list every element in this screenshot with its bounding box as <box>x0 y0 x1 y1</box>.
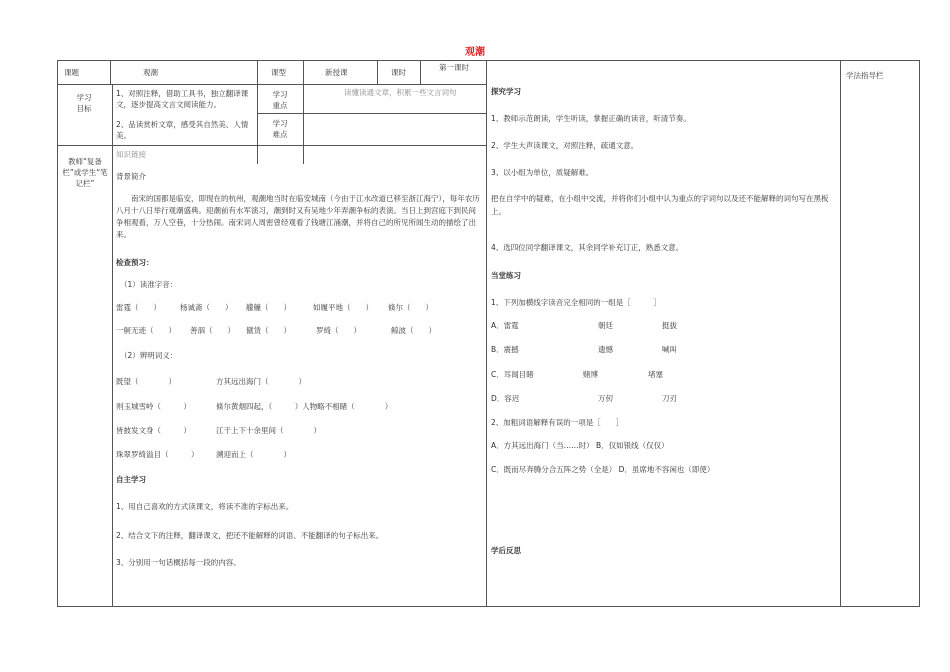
goal-item-1: 1、对照注释，借助工具书，独立翻译课文，逐步提高文言文阅读能力。 <box>116 89 249 109</box>
header-row-line <box>57 84 487 85</box>
meaning-line4-b: 溯迎而上（ ） <box>216 450 291 459</box>
preview-sub1: （1）读准字音： <box>120 280 178 289</box>
header-divider-5 <box>420 60 421 84</box>
pron-row2-item2: 善泅（ ） <box>190 326 235 335</box>
goals-label <box>64 92 104 114</box>
header-divider-2 <box>257 60 258 164</box>
table-border-top <box>57 60 920 61</box>
period-label: 课时 <box>391 68 406 77</box>
meaning-line2-b: 倏尔黄烟四起，（ ）人物略不相睹（ ） <box>216 402 393 411</box>
self-study-item-3: 3、分别用一句话概括每一段的内容。 <box>116 558 241 567</box>
explore-item-3: 3、以小组为单位，质疑解难。 <box>491 168 594 177</box>
explore-item-5: 4、选四位同学翻译课文，其余同学补充订正，熟悉文意。 <box>491 243 684 252</box>
preview-heading: 检查预习： <box>116 258 154 267</box>
meaning-line3-a: 皆披发文身（ ） <box>116 426 191 435</box>
reflection-heading: 学后反思 <box>491 546 521 555</box>
goals-label-text: 学习 目标 <box>76 93 92 113</box>
q1-option-a-1: A．雷霆 <box>491 321 519 330</box>
topic-value: 观潮 <box>143 68 158 77</box>
background-title: 背景简介 <box>116 172 146 181</box>
pron-row2-item1: 一舸无迹（ ） <box>116 326 176 335</box>
explore-item-4: 把在自学中的疑难，在小组中交流，并将你们小组中认为重点的字词句以及还不能解释的词句写在黑板上。 <box>491 194 829 216</box>
q1-option-b-2: 遗憾 <box>598 345 613 354</box>
q1-option-b-3: 喊叫 <box>662 345 677 354</box>
difficult-label-text: 学习 难点 <box>272 119 288 139</box>
practice-heading: 当堂练习 <box>491 271 521 280</box>
period-value: 第一课时 <box>439 63 469 72</box>
q1-option-c-3: 堵塞 <box>648 370 663 379</box>
header-divider-3 <box>303 60 304 164</box>
practice-q2: 2、加粗词语解释有误的一项是［ ］ <box>491 418 624 427</box>
pron-row2-item4: 罗绮（ ） <box>316 326 361 335</box>
topic-label: 课题 <box>64 68 79 77</box>
key-label <box>262 89 298 111</box>
explore-item-2: 2、学生大声读课文，对照注释，疏通文意。 <box>491 141 639 150</box>
key-label-text: 学习 重点 <box>272 90 288 110</box>
explore-item-1: 1、教师示范朗读，学生听读，掌握正确的读音，听清节奏。 <box>491 114 691 123</box>
q1-option-a-3: 挺拔 <box>662 321 677 330</box>
preview-sub2: （2）辨明词义： <box>120 351 178 360</box>
difficult-label <box>262 118 298 140</box>
q1-option-d-1: D．容迟 <box>491 394 520 403</box>
goals-row-line <box>57 145 487 146</box>
pron-row1-item1: 雷霆（ ） <box>116 303 161 312</box>
practice-q2-cd: C．既而尽奔腾分合五阵之势（全是） D．虽席地不容闲也（即使） <box>491 465 715 474</box>
table-border-left <box>57 60 58 607</box>
page-title: 观潮 <box>465 47 485 58</box>
q1-option-d-2: 万仞 <box>598 394 613 403</box>
q1-option-b-1: B．震撼 <box>491 345 519 354</box>
q1-option-c-2: 赌博 <box>583 370 598 379</box>
background-text: 南宋的国都是临安，即现在的杭州，观潮地当时在临安城南（今由于江水改道已移至浙江海宁），每年农历八月十八日举行观潮盛典。迎潮前有水军演习，潮到时又有吴地少年弄潮争标的表演。当日上到宫庭下到民间争相观看，万人空巷，十分热闹。南宋词人周密曾经观看了钱塘江涌潮，并将自己的所见所闻生动的描绘了出来。 <box>116 194 480 239</box>
side-note: 教师“复备栏”或学生“笔记栏” <box>62 157 108 188</box>
column-divider-middle <box>486 60 487 607</box>
guide-label: 学法指导栏 <box>846 71 884 80</box>
pron-row2-item5: 鲸波（ ） <box>391 326 436 335</box>
type-value: 新授课 <box>325 68 348 77</box>
meaning-line3-b: 江干上下十余里间（ ） <box>216 426 321 435</box>
practice-q2-ab: A．方其远出海门（当……时） B．仅如银线（仅仅） <box>491 441 669 450</box>
self-study-item-1: 1、用自己喜欢的方式读课文，将读不准的字标出来。 <box>116 502 294 511</box>
meaning-line2-a: 则玉城雪岭（ ） <box>116 402 191 411</box>
key-value: 读懂读通文章，积累一些文言词句 <box>344 88 457 97</box>
explore-heading: 探究学习 <box>491 87 521 96</box>
table-border-bottom <box>57 606 920 607</box>
pron-row2-item3: 僦赁（ ） <box>246 326 291 335</box>
pron-row1-item3: 艨艟（ ） <box>246 303 291 312</box>
meaning-line1-a: 既望（ ） <box>116 377 176 386</box>
knowledge-heading: 知识链接 <box>116 150 146 159</box>
self-study-item-2: 2、结合文下的注释，翻译课文，把还不能解释的词语、不能翻译的句子标出来。 <box>116 531 384 540</box>
goals-divider <box>112 84 113 607</box>
header-divider-4 <box>377 60 378 84</box>
q1-option-c-1: C．耳闻目睹 <box>491 370 534 379</box>
pron-row1-item5: 倏尔（ ） <box>388 303 433 312</box>
meaning-line1-b: 方其远出海门（ ） <box>216 377 306 386</box>
goal-item-2: 2、品读赏析文章，感受其自然美、人情美。 <box>116 120 249 140</box>
pron-row1-item2: 杨诚斋（ ） <box>180 303 233 312</box>
pron-row1-item4: 如履平地（ ） <box>313 303 373 312</box>
column-divider-guide <box>840 60 841 607</box>
q1-option-a-2: 朝廷 <box>598 321 613 330</box>
meaning-line4-a: 珠翠罗绮溢目（ ） <box>116 450 199 459</box>
q1-option-d-3: 刀刃 <box>662 394 677 403</box>
type-label: 课型 <box>271 68 286 77</box>
practice-q1: 1、下列加横线字读音完全相同的一组是［ ］ <box>491 298 661 307</box>
header-divider-1 <box>110 60 111 84</box>
table-border-right <box>919 60 920 607</box>
key-difficult-line <box>257 113 487 114</box>
self-study-heading: 自主学习 <box>116 475 146 484</box>
